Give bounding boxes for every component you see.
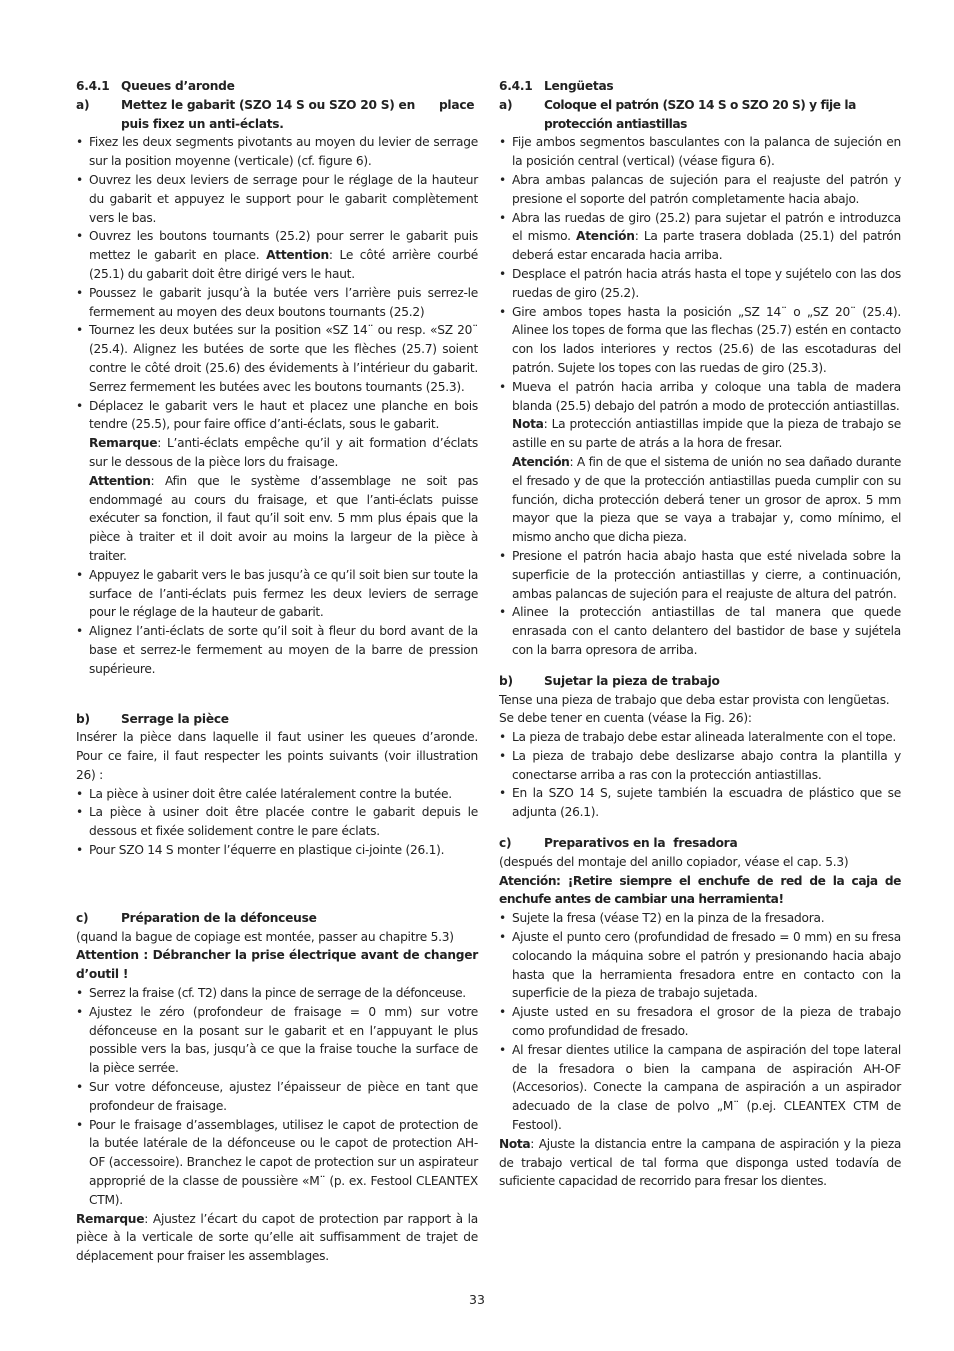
list-item: • Fije ambos segmentos basculantes con la palanca de sujeción en la posición central (vertical) (véase figura 6).	[499, 135, 901, 169]
list-item: • Al fresar dientes utilice la campana de aspiración del tope lateral de la fresadora o bien la campana de aspiración AH-OF (Accesorios). Conecte la campana de aspiración a un aspirador adecuado de la clase de polvo „M¨ (p.ej. CLEANTEX CTM de Festool).	[499, 1042, 901, 1133]
list-item: • Pour le fraisage d’assemblages, utilisez le capot de protection de la butée latérale de la défonceuse ou le capot de protection AH-OF (accessoire). Branchez le capot de protection sur un aspirateur approprié de la classe de poussière «M¨ (p. ex. Festool CLEANTEX CTM).	[76, 1117, 478, 1207]
subsection-label: b)	[76, 711, 90, 726]
warning-text: Attention : Débrancher la prise électrique avant de changer d’outil !	[76, 948, 478, 982]
section-title: Lengüetas	[544, 79, 614, 93]
subsection-label: a)	[499, 97, 513, 112]
subsection-title: Coloque el patrón (SZO 14 S o SZO 20 S) y fije la protección antiastillas	[544, 97, 856, 131]
paragraph: Se debe tener en cuenta (véase la Fig. 26):	[499, 711, 752, 726]
note-warning: Attention: Afin que le système d’assemblage ne soit pas endommagé au cours du fraisage, et que l’anti-éclats puisse exécuter sa fonction, il faut qu’il soit env. 5 mm plus épais que la pièce à traiter et il doit avoir au moins la largeur de la pièce à traiter.	[89, 473, 478, 563]
bullet-list	[76, 785, 478, 860]
list-item: • Ouvrez les deux leviers de serrage pour le réglage de la hauteur du gabarit et appuyez le support pour le gabarit complètement vers le bas.	[76, 172, 478, 225]
remark-paragraph: Remarque: Ajustez l’écart du capot de protection par rapport à la pièce à la verticale de sorte qu’elle ait suffisamment de trajet de déplacement pour fraiser les assemblages.	[76, 1211, 478, 1264]
note-remark: Remarque: L’anti-éclats empêche qu’il y ait formation d’éclats sur le dessous de la pièce lors du fraisage.	[89, 436, 478, 469]
list-item: • Fixez les deux segments pivotants au moyen du levier de serrage sur la position moyenne (verticale) (cf. figure 6).	[76, 135, 478, 169]
section-title: Queues d’aronde	[121, 79, 235, 93]
subsection-title: Serrage la pièce	[121, 711, 229, 726]
paragraph: (quand la bague de copiage est montée, passer au chapitre 5.3)	[76, 929, 454, 944]
list-item: • Ajustez le zéro (profondeur de fraisage = 0 mm) sur votre défonceuse en la posant sur le gabarit et en l’appuyant le plus possible vers la bas, jusqu’à ce que la fraise touche la surface de la pièce serrée.	[76, 1004, 478, 1076]
list-item: • La pièce à usiner doit être placée contre le gabarit depuis le dessous et fixée solidement contre le pare éclats.	[76, 805, 478, 839]
bullet-list	[76, 984, 478, 1210]
list-item: • Pour SZO 14 S monter l’équerre en plastique ci-jointe (26.1).	[76, 843, 445, 858]
page-number: 33	[469, 1292, 485, 1307]
subsection-title: Preparativos en la fresadora	[544, 836, 738, 851]
list-item: • Tournez les deux butées sur la position «SZ 14¨ ou resp. «SZ 20¨ (25.4). Alignez les butées de sorte que les flèches (25.7) soient contre le côté droit (25.6) des évidements à l’intérieur du gabarit. Serrez fermement les butées avec les boutons tournants (25.3).	[76, 323, 478, 394]
spanish-column	[499, 77, 901, 1191]
list-item: • Sur votre défonceuse, ajustez l’épaisseur de pièce en tant que profondeur de fraisage.	[76, 1080, 478, 1113]
list-item: • Poussez le gabarit jusqu’à la butée vers l’arrière puis serrez-le fermement au moyen des deux boutons tournants (25.2)	[76, 285, 478, 319]
list-item: • En la SZO 14 S, sujete también la escuadra de plástico que se adjunta (26.1).	[499, 786, 901, 820]
bullet-list	[499, 909, 901, 1135]
subsection-heading-c	[499, 834, 901, 853]
list-item: • Abra las ruedas de giro (25.2) para sujetar el patrón e introduzca el mismo. Atención: La parte trasera doblada (25.1) del patrón deberá estar encarada hacia arriba.	[499, 210, 901, 263]
list-item: • Ajuste usted en su fresadora el grosor de la pieza de trabajo como profundidad de fresado.	[499, 1005, 901, 1039]
subsection-title: Mettez le gabarit (SZO 14 S ou SZO 20 S) en place puis fixez un anti-éclats.	[121, 97, 475, 131]
list-item: • Sujete la fresa (véase T2) en la pinza de la fresadora.	[499, 911, 825, 926]
list-item: • Mueva el patrón hacia arriba y coloque una tabla de madera blanda (25.5) debajo del patrón a modo de protección antiastillas.	[499, 379, 901, 413]
list-item: • Ajuste el punto cero (profundidad de fresado = 0 mm) en su fresa colocando la máquina sobre el patrón y presionando hacia abajo hasta que la herramienta fresadora entre en contacto con la superficie de la pieza de trabajo sujetada.	[499, 930, 901, 1001]
subsection-label: c)	[499, 836, 512, 851]
list-item: • Déplacez le gabarit vers le haut et placez une planche en bois tendre (25.5), pour faire office d’anti-éclats, sous le gabarit.	[76, 398, 478, 432]
warning-text: Atención: ¡Retire siempre el enchufe de red de la caja de enchufe antes de cambiar una herramienta!	[499, 873, 901, 907]
list-item: • Desplace el patrón hacia atrás hasta el tope y sujételo con las dos ruedas de giro (25.2).	[499, 266, 901, 300]
bullet-list	[76, 133, 478, 434]
remark-paragraph: Nota: Ajuste la distancia entre la campana de aspiración y la pieza de trabajo vertical de tal forma que disponga usted todavía de suficiente capacidad de recorrido para fresar los dientes.	[499, 1136, 901, 1189]
subsection-heading-c	[76, 909, 478, 928]
subsection-label: b)	[499, 673, 513, 688]
subsection-title: Préparation de la défonceuse	[121, 910, 317, 925]
french-column	[76, 77, 478, 1266]
list-item: • Ouvrez les boutons tournants (25.2) pour serrer le gabarit puis mettez le gabarit en place. Attention: Le côté arrière courbé (25.1) du gabarit doit être dirigé vers le haut.	[76, 229, 478, 281]
paragraph: Tense una pieza de trabajo que deba estar provista con lengüetas.	[499, 692, 890, 707]
subsection-heading-a	[76, 96, 478, 134]
subsection-label: c)	[76, 910, 89, 925]
section-number: 6.4.1	[499, 79, 533, 93]
list-item: • Abra ambas palancas de sujeción para el reajuste del patrón y presione el soporte del patrón completamente hacia abajo.	[499, 172, 901, 206]
list-item: • La pièce à usiner doit être calée latéralement contre la butée.	[76, 786, 452, 801]
list-item: • Appuyez le gabarit vers le bas jusqu’à ce qu’il soit bien sur toute la surface de l’anti-éclats puis fermez les deux leviers de serrage pour le réglage de la hauteur de gabarit.	[76, 567, 478, 620]
subsection-heading-b	[76, 710, 478, 729]
bullet-list	[499, 728, 901, 822]
paragraph: Insérer la pièce dans laquelle il faut usiner les queues d’aronde. Pour ce faire, il faut respecter les points suivants (voir illustration 26) :	[76, 730, 478, 782]
list-item: • Serrez la fraise (cf. T2) dans la pince de serrage de la défonceuse.	[76, 986, 466, 1001]
subsection-title: Sujetar la pieza de trabajo	[544, 673, 720, 688]
bullet-list	[499, 547, 901, 660]
section-number: 6.4.1	[76, 79, 110, 93]
paragraph: (después del montaje del anillo copiador, véase el cap. 5.3)	[499, 854, 849, 869]
bullet-list	[499, 133, 901, 415]
list-item: • Alinee la protección antiastillas de tal manera que quede enrasada con el canto delantero del bastidor de base y sujétela con la barra opresora de arriba.	[499, 605, 901, 657]
list-item: • La pieza de trabajo debe estar alineada lateralmente con el tope.	[499, 730, 896, 745]
list-item: • La pieza de trabajo debe deslizarse abajo contra la plantilla y conectarse arriba a ras con la protección antiastillas.	[499, 748, 901, 782]
note-warning: Atención: A fin de que el sistema de unión no sea dañado durante el fresado y de que la protección antiastillas pueda cumplir con su función, dicha protección deberá tener un grosor de aprox. 5 mm mayor que la pieza que se vaya a trabajar y, como mínimo, el mismo ancho que dicha pieza.	[512, 454, 901, 545]
bullet-list	[76, 566, 478, 679]
subsection-heading-b	[499, 672, 901, 691]
subsection-heading-a	[499, 96, 901, 134]
section-heading	[499, 77, 901, 96]
list-item: • Gire ambos topes hasta la posición „SZ 14¨ o „SZ 20¨ (25.4). Alinee los topes de forma que las flechas (25.7) estén en contacto con los lados interiores y rectos (25.6) de las escotaduras del patrón. Sujete los topes con las ruedas de giro (25.3).	[499, 304, 901, 375]
section-heading	[76, 77, 478, 96]
list-item: • Presione el patrón hacia abajo hasta que esté nivelada sobre la superficie de la protección antiastillas y cierre, a continuación, ambas palancas de sujeción para el reajuste de altura del patrón.	[499, 548, 901, 601]
note-remark: Nota: La protección antiastillas impide que la pieza de trabajo se astille en su parte de atrás a la hora de fresar.	[512, 417, 901, 451]
subsection-label: a)	[76, 97, 90, 112]
list-item: • Alignez l’anti-éclats de sorte qu’il soit à fleur du bord avant de la base et serrez-le fermement au moyen de la barre de pression supérieure.	[76, 624, 478, 676]
